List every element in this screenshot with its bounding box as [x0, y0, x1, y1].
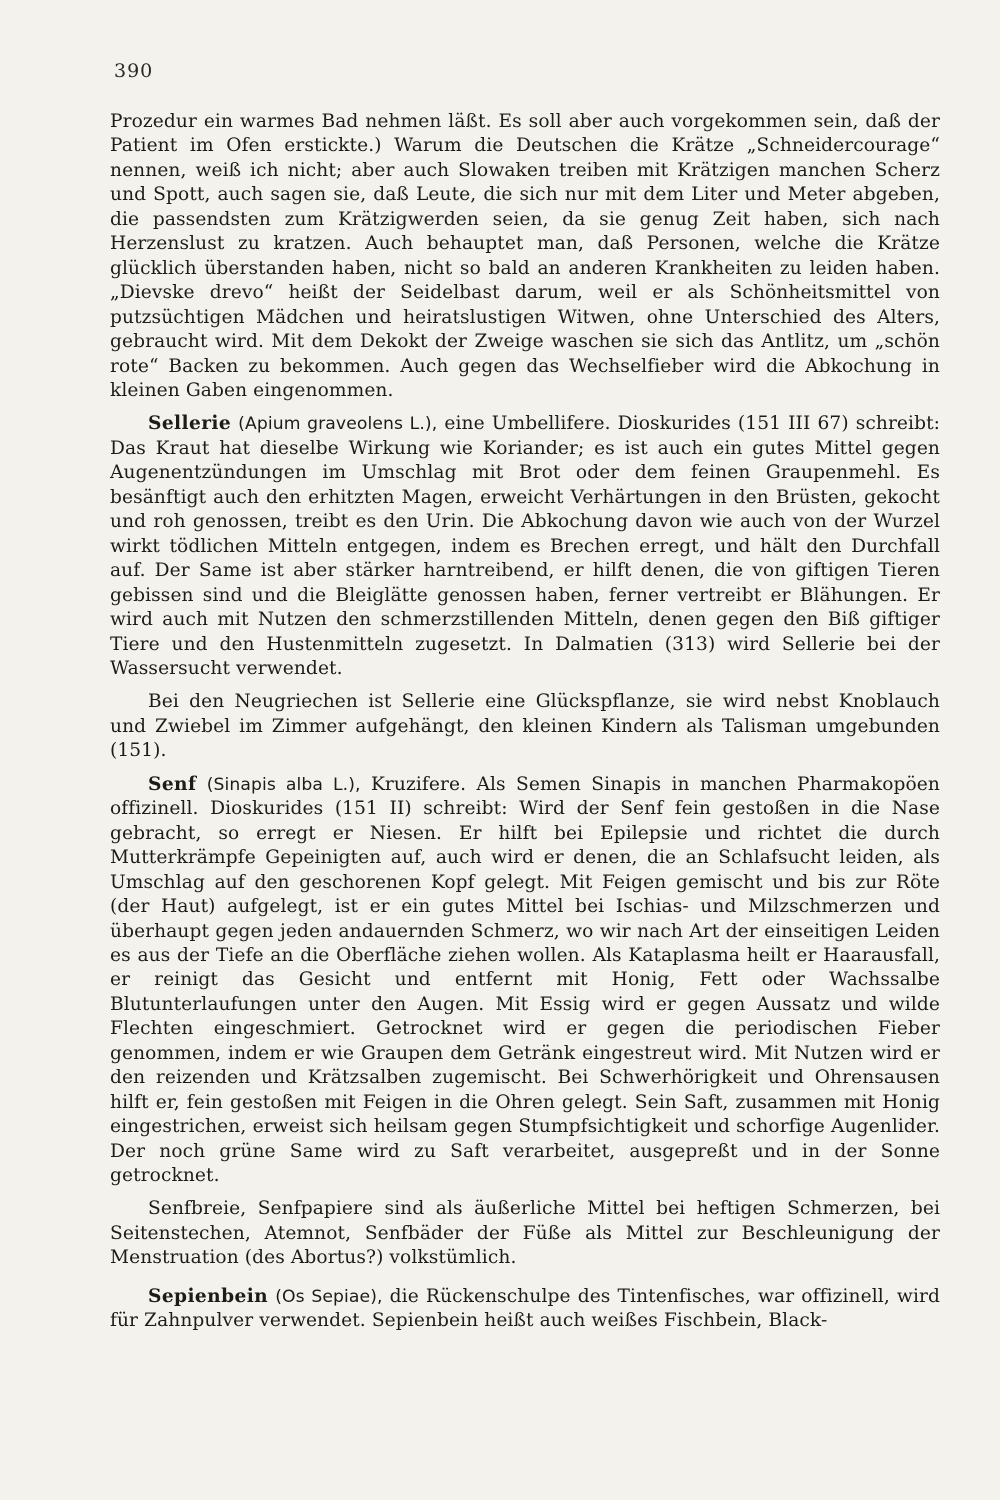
entry-heading: Senf	[148, 773, 197, 795]
entry-latin-name: (Sinapis alba L.),	[206, 774, 361, 795]
paragraph-sellerie-neugriechen	[110, 690, 940, 763]
entry-text: die Rückenschulpe des Tintenfisches, war offizinell, wird für Zahnpulver verwendet. Sepienbein heißt auch weißes Fischbein, Black-	[110, 1285, 940, 1332]
entry-text: Kruzifere. Als Semen Sinapis in manchen Pharmakopöen offizinell. Dioskurides (151 II) schreibt: Wird der Senf fein gestoßen in die Nase gebracht, so erregt er Niesen. Er hilft bei Epilepsie und richtet die durch Mutterkrämpfe Gepeinigten auf, auch wird er denen, die an Schlafsucht leiden, als Umschlag auf den geschorenen Kopf gelegt. Mit Feigen gemischt und bis zur Röte (der Haut) aufgelegt, ist er ein gutes Mittel bei Ischias- und Milzschmerzen und überhaupt gegen jeden andauernden Schmerz, wo wir nach Art der einseitigen Leiden es aus der Tiefe an die Oberfläche ziehen wollen. Als Kataplasma heilt er Haarausfall, er reinigt das Gesicht und entfernt mit Honig, Fett oder Wachssalbe Blutunterlaufungen unter den Augen. Mit Essig wird er gegen Aussatz und wilde Flechten eingeschmiert. Getrocknet wird er gegen die periodischen Fieber genommen, indem er wie Graupen dem Getränk eingestreut wird. Mit Nutzen wird er den reizenden und Krätzsalben zugemischt. Bei Schwerhörigkeit und Ohrensausen hilft er, fein gestoßen mit Feigen in die Ohren gelegt. Sein Saft, zusammen mit Honig eingestrichen, erweist sich heilsam gegen Stumpfsichtigkeit und schorfige Augenlider. Der noch grüne Same wird zu Saft verarbeitet, ausgepreßt und in der Sonne getrocknet.	[110, 773, 940, 1187]
page-number: 390	[114, 60, 154, 82]
paragraph-text: Bei den Neugriechen ist Sellerie eine Glückspflanze, sie wird nebst Knoblauch und Zwiebel im Zimmer aufgehängt, den kleinen Kindern als Talisman umgebunden (151).	[110, 691, 940, 762]
entry-text: eine Umbellifere. Dioskurides (151 III 67) schreibt: Das Kraut hat dieselbe Wirkung wie Koriander; es ist auch ein gutes Mittel gegen Augenentzündungen im Umschlag mit Brot oder dem feinen Graupenmehl. Es besänftigt auch den erhitzten Magen, erweicht Verhärtungen in den Brüsten, gekocht und roh genossen, treibt es den Urin. Die Abkochung davon wie auch von der Wurzel wirkt tödlichen Mitteln entgegen, indem es Brechen erregt, und hält den Durchfall auf. Der Same ist aber stärker harntreibend, er hilft denen, die von giftigen Tieren gebissen sind und die Bleiglätte genossen haben, ferner vertreibt er Blähungen. Er wird auch mit Nutzen den schmerzstillenden Mitteln, denen gegen den Biß giftiger Tiere und den Hustenmitteln zugesetzt. In Dalmatien (313) wird Sellerie bei der Wassersucht verwendet.	[110, 413, 941, 679]
paragraph-text: Prozedur ein warmes Bad nehmen läßt. Es soll aber auch vorgekommen sein, daß der Patient im Ofen erstickte.) Warum die Deutschen die Krätze „Schneidercourage“ nennen, weiß ich nicht; aber auch Slowaken treiben mit Krätzigen manchen Scherz und Spott, auch sagen sie, daß Leute, die sich nur mit dem Liter und Meter abgeben, die passendsten zum Krätzigwerden seien, da sie genug Zeit haben, sich nach Herzenslust zu kratzen. Auch behauptet man, daß Personen, welche die Krätze glücklich überstanden haben, nicht so bald an anderen Krankheiten zu leiden haben. „Dievske drevo“ heißt der Seidelbast darum, weil er als Schönheitsmittel von putzsüchtigen Mädchen und heiratslustigen Witwen, ohne Unterschied des Alters, gebraucht wird. Mit dem Dekokt der Zweige waschen sie sich das Antlitz, um „schön rote“ Backen zu bekommen. Auch gegen das Wechselfieber wird die Abkochung in kleinen Gaben eingenommen.	[110, 111, 940, 401]
entry-sellerie	[110, 412, 940, 681]
page-body	[110, 110, 940, 1334]
entry-senf	[110, 773, 940, 1189]
paragraph-kraetze-continuation	[110, 110, 940, 403]
entry-latin-name: (Apium graveolens L.),	[238, 414, 438, 435]
entry-latin-name: (Os Sepiae),	[275, 1286, 383, 1307]
entry-heading: Sellerie	[148, 413, 232, 435]
entry-sepienbein	[110, 1285, 940, 1334]
paragraph-text: Senfbreie, Senfpapiere sind als äußerliche Mittel bei heftigen Schmerzen, bei Seitenstechen, Atemnot, Senfbäder der Füße als Mittel zur Beschleunigung der Menstruation (des Abortus?) volkstümlich.	[110, 1198, 940, 1269]
entry-heading: Sepienbein	[148, 1285, 269, 1307]
paragraph-senfbreie	[110, 1197, 940, 1270]
